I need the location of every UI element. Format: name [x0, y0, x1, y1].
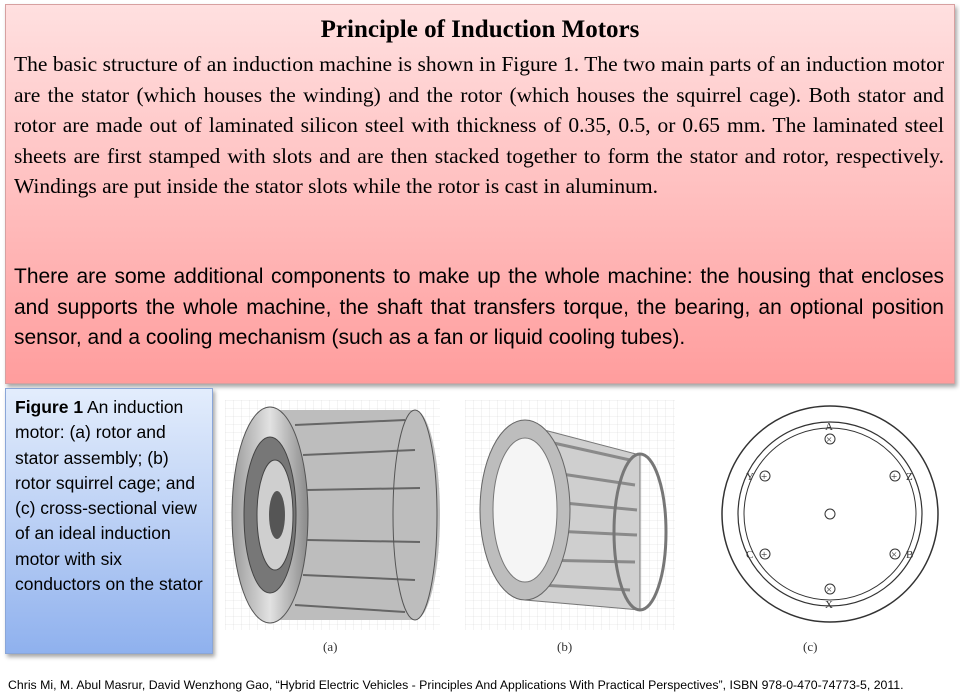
conductor-symbol-x: ×: [826, 584, 833, 596]
rotor-squirrel-cage-image: [465, 400, 675, 630]
conductor-symbol-z: +: [891, 471, 898, 483]
figure-caption-text: An induction motor: (a) rotor and stator assembly; (b) rotor squirrel cage; and (c) cross-sectional view of an ideal induction motor with six conductors on the stator: [15, 397, 203, 595]
conductor-label-c: C: [746, 549, 754, 561]
conductor-symbol-a: ×: [826, 434, 833, 446]
conductor-label-b: B: [906, 549, 914, 561]
figure-panel: [225, 396, 960, 661]
slide-title: Principle of Induction Motors: [320, 16, 640, 43]
figure-caption-label: Figure 1: [15, 397, 84, 417]
conductor-label-y: Y: [746, 471, 754, 483]
figure-label-a: (a): [323, 639, 338, 654]
paragraph-structure: The basic structure of an induction machine is shown in Figure 1. The two main parts of an induction motor are the stator (which houses the winding) and the rotor (which houses the squirrel cage). Both stator and rotor are made out of laminated silicon steel with thickness of 0.35, 0.5, or 0.65 mm. The laminated steel sheets are first stamped with slots and are then stacked together to form the stator and rotor, respectively. Windings are put inside the stator slots while the rotor is cast in aluminum.: [14, 52, 944, 199]
conductor-label-x: X: [825, 599, 833, 611]
conductor-symbol-y: +: [761, 471, 768, 483]
citation-footer: Chris Mi, M. Abul Masrur, David Wenzhong Gao, “Hybrid Electric Vehicles - Principles And Applications With Practical Perspectives”, ISBN 978-0-470-74773-5, 2011.: [8, 678, 904, 692]
content-box: [5, 4, 955, 384]
paragraph-components: There are some additional components to make up the whole machine: the housing that encloses and supports the whole machine, the shaft that transfers torque, the bearing, an optional position sensor, and a cooling mechanism (such as a fan or liquid cooling tubes).: [14, 265, 944, 350]
figure-label-c: (c): [803, 639, 818, 654]
conductor-label-z: Z: [906, 471, 913, 483]
figure-label-b: (b): [557, 639, 573, 654]
conductor-label-a: A: [825, 421, 833, 433]
cross-section-diagram: [705, 396, 955, 636]
rotor-stator-assembly-image: [225, 400, 440, 630]
conductor-symbol-c: +: [761, 549, 768, 561]
figure-caption: [5, 388, 213, 654]
conductor-symbol-b: ×: [891, 549, 898, 561]
